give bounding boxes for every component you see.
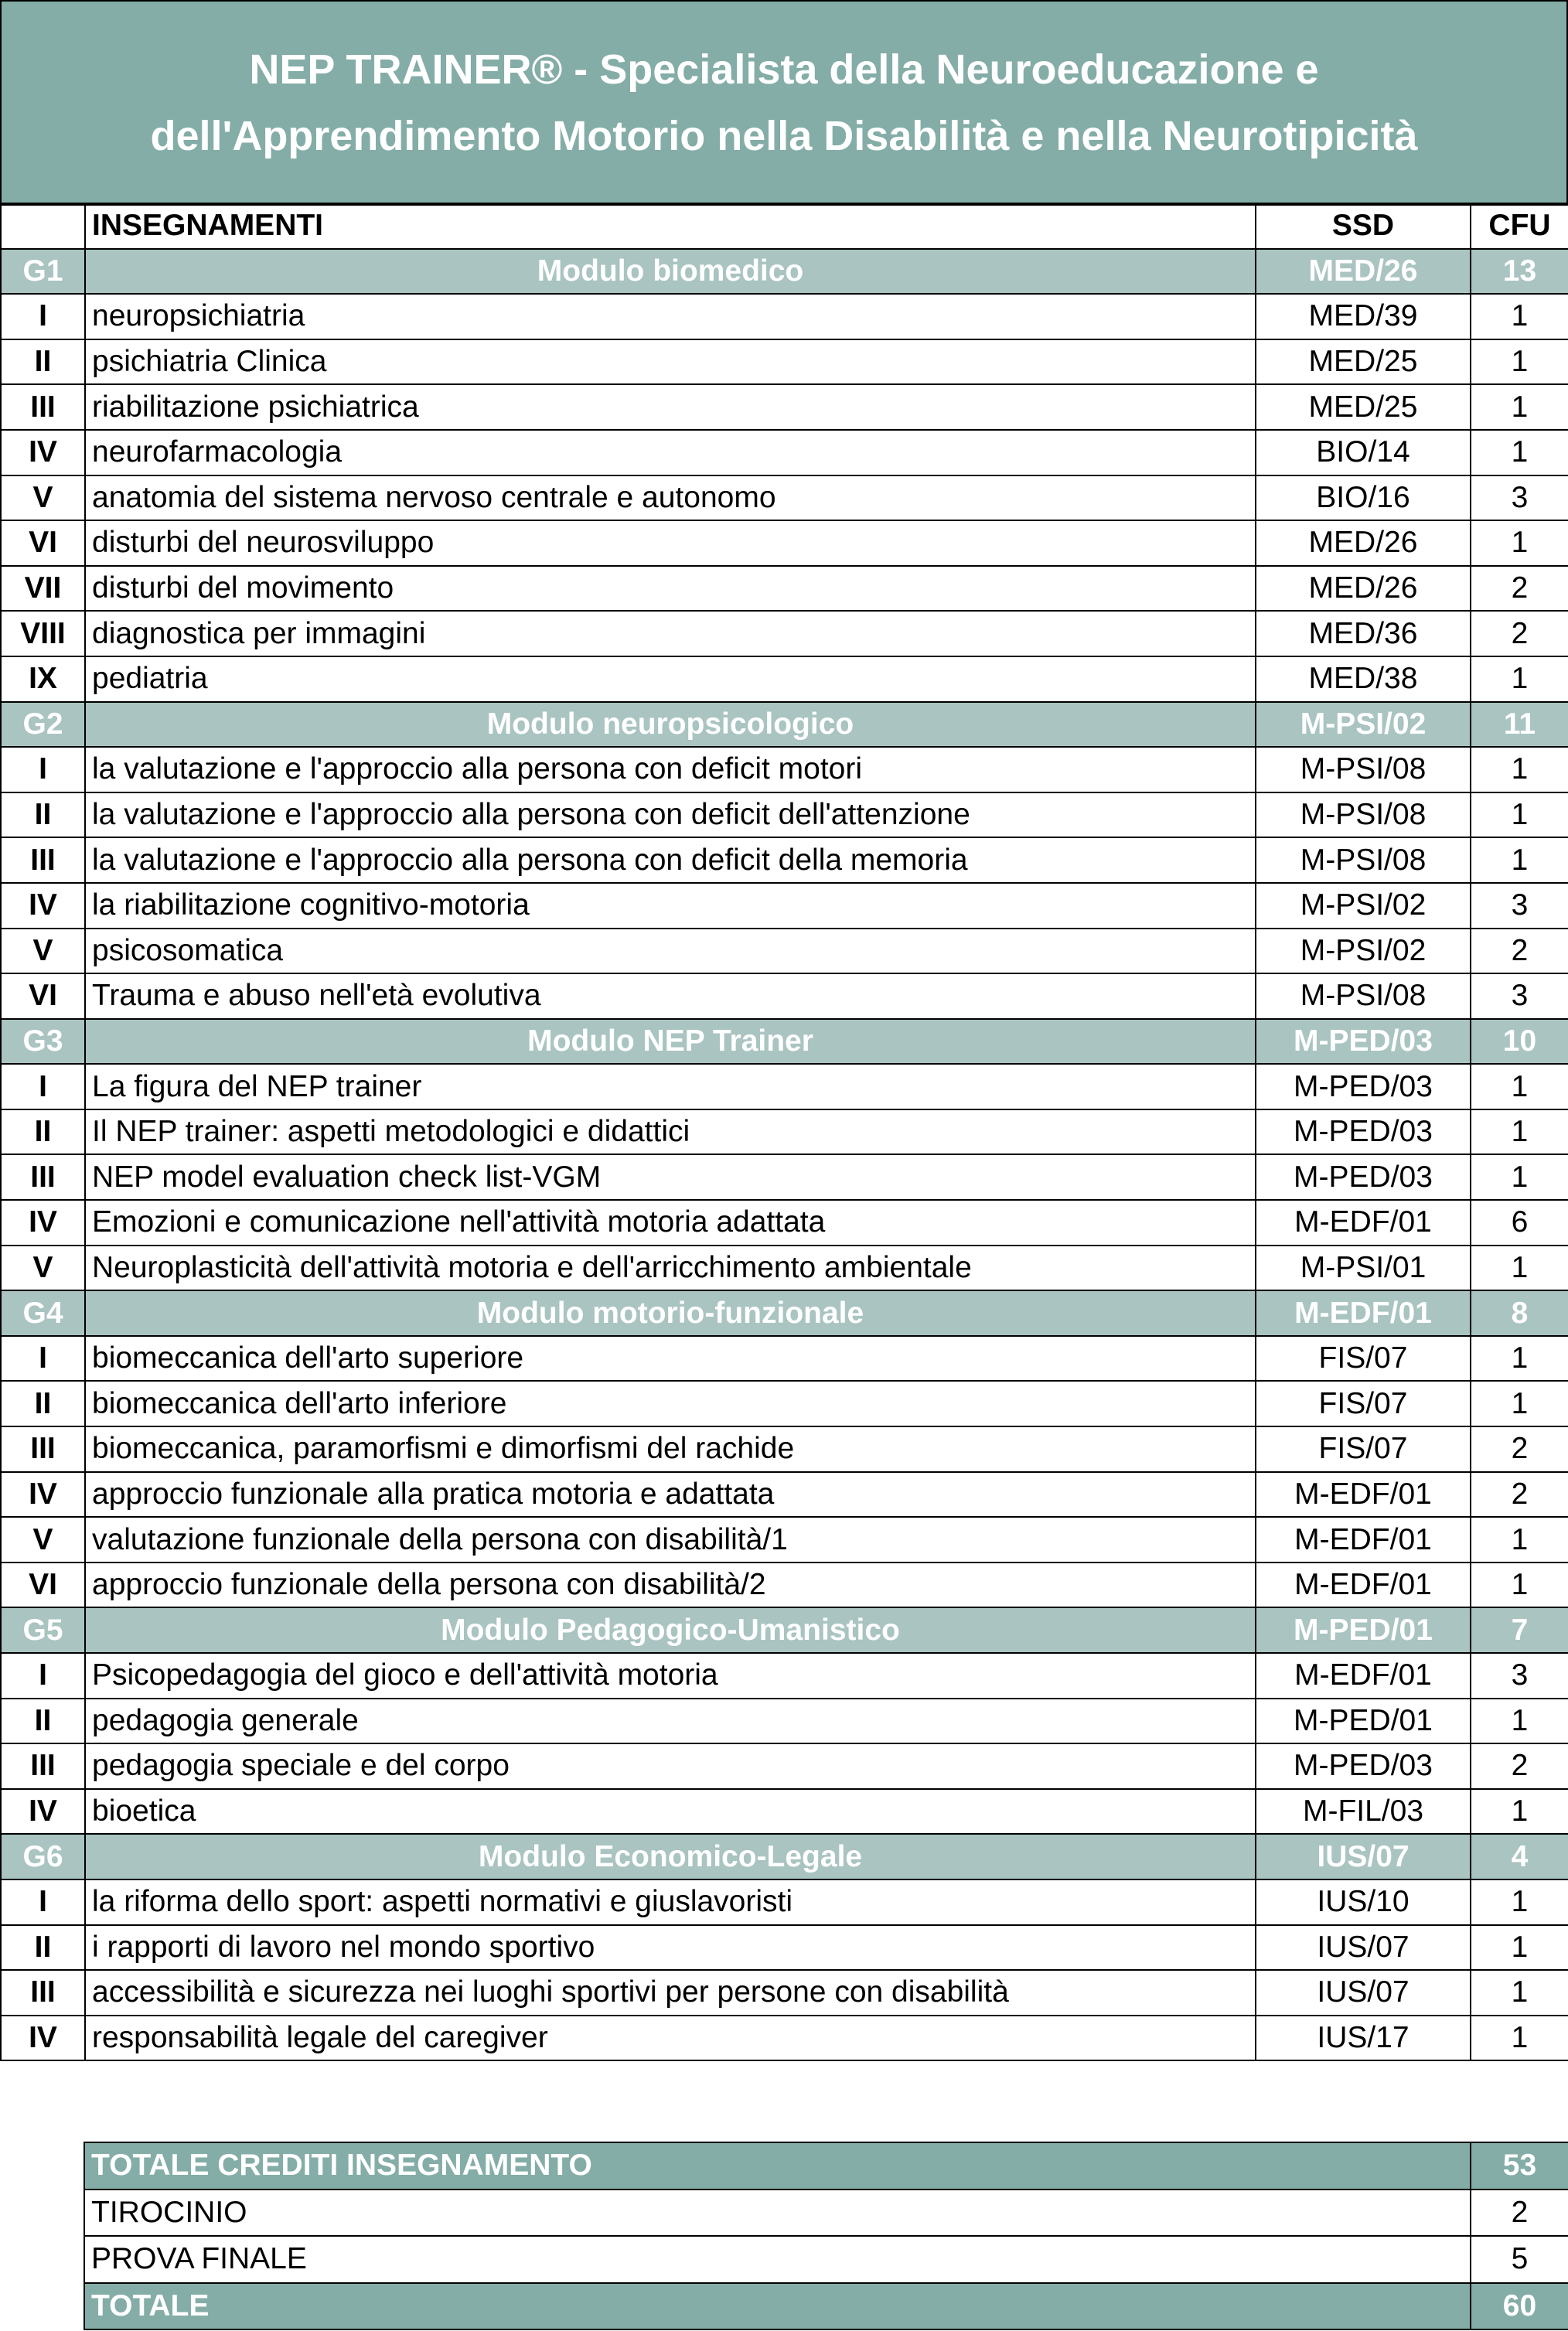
course-number: V	[1, 475, 85, 521]
course-row	[1, 1925, 1568, 1971]
module-cfu: 7	[1471, 1607, 1568, 1653]
course-ssd: M-EDF/01	[1256, 1653, 1471, 1699]
course-cfu: 1	[1471, 837, 1568, 883]
course-row	[1, 520, 1568, 566]
module-header-row	[1, 1834, 1568, 1879]
course-row	[1, 430, 1568, 475]
module-ssd: M-PED/03	[1256, 1019, 1471, 1065]
course-name: disturbi del neurosviluppo	[85, 520, 1256, 566]
course-cfu: 1	[1471, 1699, 1568, 1744]
module-header-row	[1, 1290, 1568, 1336]
course-ssd: M-PED/03	[1256, 1743, 1471, 1789]
course-cfu: 2	[1471, 1472, 1568, 1518]
course-row	[1, 475, 1568, 521]
course-row	[1, 1743, 1568, 1789]
course-cfu: 1	[1471, 1789, 1568, 1835]
courses-table	[0, 203, 1568, 2061]
module-header-row	[1, 702, 1568, 748]
course-number: III	[1, 1154, 85, 1200]
course-cfu: 6	[1471, 1200, 1568, 1246]
column-header-insegnamenti: INSEGNAMENTI	[85, 203, 1256, 249]
course-row	[1, 747, 1568, 792]
course-name: biomeccanica, paramorfismi e dimorfismi del rachide	[85, 1426, 1256, 1472]
course-cfu: 1	[1471, 1064, 1568, 1109]
course-row	[1, 973, 1568, 1019]
course-name: biomeccanica dell'arto inferiore	[85, 1381, 1256, 1426]
module-header-row	[1, 249, 1568, 295]
course-number: V	[1, 929, 85, 974]
totals-row	[84, 2190, 1568, 2237]
course-name: pedagogia generale	[85, 1699, 1256, 1744]
course-cfu: 1	[1471, 2016, 1568, 2061]
course-cfu: 3	[1471, 1653, 1568, 1699]
module-cfu: 13	[1471, 249, 1568, 295]
module-cfu: 10	[1471, 1019, 1568, 1065]
course-cfu: 1	[1471, 1154, 1568, 1200]
course-row	[1, 1653, 1568, 1699]
totals-value: 5	[1471, 2236, 1568, 2283]
course-ssd: M-PED/01	[1256, 1699, 1471, 1744]
course-row	[1, 1426, 1568, 1472]
course-number: III	[1, 1426, 85, 1472]
course-row	[1, 1200, 1568, 1246]
course-ssd: M-PED/03	[1256, 1064, 1471, 1109]
totals-row	[84, 2283, 1568, 2330]
totals-value: 60	[1471, 2283, 1568, 2330]
course-cfu: 1	[1471, 656, 1568, 702]
course-ssd: MED/25	[1256, 339, 1471, 385]
course-ssd: M-PED/03	[1256, 1109, 1471, 1155]
totals-label: TIROCINIO	[84, 2190, 1471, 2237]
course-cfu: 1	[1471, 1517, 1568, 1563]
course-number: I	[1, 294, 85, 339]
totals-table-body	[84, 2142, 1568, 2329]
module-ssd: M-PED/01	[1256, 1607, 1471, 1653]
totals-label: TOTALE CREDITI INSEGNAMENTO	[84, 2142, 1471, 2190]
course-row	[1, 1970, 1568, 2016]
course-row	[1, 1879, 1568, 1925]
course-name: Psicopedagogia del gioco e dell'attività motoria	[85, 1653, 1256, 1699]
course-cfu: 1	[1471, 792, 1568, 838]
course-number: I	[1, 1336, 85, 1382]
course-ssd: M-EDF/01	[1256, 1472, 1471, 1518]
course-name: neurofarmacologia	[85, 430, 1256, 475]
title-line-1: NEP TRAINER® - Specialista della Neuroeducazione e	[249, 46, 1319, 93]
course-name: biomeccanica dell'arto superiore	[85, 1336, 1256, 1382]
course-row	[1, 1154, 1568, 1200]
course-ssd: MED/26	[1256, 520, 1471, 566]
column-header-cfu: CFU	[1471, 203, 1568, 249]
totals-label: TOTALE	[84, 2283, 1471, 2330]
course-ssd: M-PED/03	[1256, 1154, 1471, 1200]
totals-value: 2	[1471, 2190, 1568, 2237]
course-name: valutazione funzionale della persona con disabilità/1	[85, 1517, 1256, 1563]
course-cfu: 3	[1471, 883, 1568, 929]
course-number: IV	[1, 883, 85, 929]
course-ssd: IUS/07	[1256, 1925, 1471, 1971]
course-cfu: 2	[1471, 1743, 1568, 1789]
course-name: la valutazione e l'approccio alla persona con deficit della memoria	[85, 837, 1256, 883]
course-ssd: M-PSI/08	[1256, 837, 1471, 883]
course-number: V	[1, 1517, 85, 1563]
course-cfu: 1	[1471, 294, 1568, 339]
totals-row	[84, 2236, 1568, 2283]
module-code: G2	[1, 702, 85, 748]
course-row	[1, 339, 1568, 385]
module-code: G3	[1, 1019, 85, 1065]
course-row	[1, 1472, 1568, 1518]
module-name: Modulo Pedagogico-Umanistico	[85, 1607, 1256, 1653]
course-name: disturbi del movimento	[85, 566, 1256, 612]
course-ssd: FIS/07	[1256, 1381, 1471, 1426]
course-ssd: FIS/07	[1256, 1426, 1471, 1472]
module-ssd: M-PSI/02	[1256, 702, 1471, 748]
course-name: Emozioni e comunicazione nell'attività motoria adattata	[85, 1200, 1256, 1246]
course-cfu: 1	[1471, 1381, 1568, 1426]
course-name: responsabilità legale del caregiver	[85, 2016, 1256, 2061]
course-name: Neuroplasticità dell'attività motoria e dell'arricchimento ambientale	[85, 1246, 1256, 1291]
course-row	[1, 1699, 1568, 1744]
page-title	[0, 0, 1568, 206]
course-number: II	[1, 1925, 85, 1971]
course-name: Il NEP trainer: aspetti metodologici e didattici	[85, 1109, 1256, 1155]
course-number: IV	[1, 1789, 85, 1835]
course-row	[1, 837, 1568, 883]
course-ssd: IUS/10	[1256, 1879, 1471, 1925]
totals-table	[84, 2142, 1568, 2330]
column-header-ssd: SSD	[1256, 203, 1471, 249]
course-cfu: 1	[1471, 384, 1568, 430]
course-name: riabilitazione psichiatrica	[85, 384, 1256, 430]
course-ssd: IUS/07	[1256, 1970, 1471, 2016]
course-ssd: M-EDF/01	[1256, 1200, 1471, 1246]
course-cfu: 1	[1471, 430, 1568, 475]
module-name: Modulo biomedico	[85, 249, 1256, 295]
course-name: pediatria	[85, 656, 1256, 702]
course-ssd: M-PSI/08	[1256, 747, 1471, 792]
module-code: G4	[1, 1290, 85, 1336]
course-cfu: 2	[1471, 611, 1568, 656]
module-ssd: IUS/07	[1256, 1834, 1471, 1879]
course-number: VII	[1, 566, 85, 612]
module-name: Modulo neuropsicologico	[85, 702, 1256, 748]
course-number: III	[1, 1743, 85, 1789]
course-ssd: MED/26	[1256, 566, 1471, 612]
module-code: G6	[1, 1834, 85, 1879]
column-header-row	[1, 203, 1568, 249]
course-name: anatomia del sistema nervoso centrale e autonomo	[85, 475, 1256, 521]
course-row	[1, 929, 1568, 974]
course-number: II	[1, 1381, 85, 1426]
module-cfu: 11	[1471, 702, 1568, 748]
module-code: G1	[1, 249, 85, 295]
totals-row	[84, 2142, 1568, 2190]
course-name: La figura del NEP trainer	[85, 1064, 1256, 1109]
course-ssd: BIO/16	[1256, 475, 1471, 521]
course-cfu: 1	[1471, 1109, 1568, 1155]
course-name: la valutazione e l'approccio alla persona con deficit dell'attenzione	[85, 792, 1256, 838]
course-number: I	[1, 1064, 85, 1109]
course-ssd: M-PSI/02	[1256, 883, 1471, 929]
course-number: II	[1, 1699, 85, 1744]
course-number: III	[1, 1970, 85, 2016]
course-number: IV	[1, 1472, 85, 1518]
course-cfu: 1	[1471, 339, 1568, 385]
course-name: approccio funzionale alla pratica motoria e adattata	[85, 1472, 1256, 1518]
course-number: VIII	[1, 611, 85, 656]
course-cfu: 1	[1471, 1246, 1568, 1291]
course-number: IV	[1, 430, 85, 475]
course-number: VI	[1, 520, 85, 566]
totals-label: PROVA FINALE	[84, 2236, 1471, 2283]
course-row	[1, 792, 1568, 838]
column-header-num	[1, 203, 85, 249]
course-ssd: MED/36	[1256, 611, 1471, 656]
course-row	[1, 384, 1568, 430]
course-ssd: M-PSI/02	[1256, 929, 1471, 974]
course-ssd: MED/38	[1256, 656, 1471, 702]
course-name: i rapporti di lavoro nel mondo sportivo	[85, 1925, 1256, 1971]
course-ssd: M-PSI/01	[1256, 1246, 1471, 1291]
title-line-2: dell'Apprendimento Motorio nella Disabilità e nella Neurotipicità	[150, 113, 1418, 159]
module-name: Modulo NEP Trainer	[85, 1019, 1256, 1065]
course-cfu: 1	[1471, 1925, 1568, 1971]
totals-value: 53	[1471, 2142, 1568, 2190]
course-number: VI	[1, 973, 85, 1019]
course-row	[1, 1109, 1568, 1155]
course-name: pedagogia speciale e del corpo	[85, 1743, 1256, 1789]
course-ssd: M-EDF/01	[1256, 1517, 1471, 1563]
course-row	[1, 611, 1568, 656]
course-ssd: M-PSI/08	[1256, 792, 1471, 838]
course-name: la riabilitazione cognitivo-motoria	[85, 883, 1256, 929]
course-ssd: M-PSI/08	[1256, 973, 1471, 1019]
course-name: diagnostica per immagini	[85, 611, 1256, 656]
course-number: I	[1, 1879, 85, 1925]
module-ssd: M-EDF/01	[1256, 1290, 1471, 1336]
module-code: G5	[1, 1607, 85, 1653]
course-name: Trauma e abuso nell'età evolutiva	[85, 973, 1256, 1019]
course-cfu: 1	[1471, 1563, 1568, 1608]
course-cfu: 1	[1471, 1970, 1568, 2016]
course-ssd: MED/39	[1256, 294, 1471, 339]
course-name: la riforma dello sport: aspetti normativi e giuslavoristi	[85, 1879, 1256, 1925]
module-cfu: 8	[1471, 1290, 1568, 1336]
course-name: bioetica	[85, 1789, 1256, 1835]
course-ssd: MED/25	[1256, 384, 1471, 430]
course-number: I	[1, 747, 85, 792]
course-number: IV	[1, 1200, 85, 1246]
course-cfu: 1	[1471, 1336, 1568, 1382]
course-ssd: FIS/07	[1256, 1336, 1471, 1382]
course-name: psicosomatica	[85, 929, 1256, 974]
course-number: II	[1, 339, 85, 385]
course-name: neuropsichiatria	[85, 294, 1256, 339]
course-row	[1, 1064, 1568, 1109]
course-name: accessibilità e sicurezza nei luoghi sportivi per persone con disabilità	[85, 1970, 1256, 2016]
course-row	[1, 294, 1568, 339]
course-name: approccio funzionale della persona con disabilità/2	[85, 1563, 1256, 1608]
course-number: III	[1, 837, 85, 883]
module-ssd: MED/26	[1256, 249, 1471, 295]
course-row	[1, 566, 1568, 612]
course-cfu: 1	[1471, 747, 1568, 792]
course-number: VI	[1, 1563, 85, 1608]
course-row	[1, 1789, 1568, 1835]
course-cfu: 2	[1471, 1426, 1568, 1472]
course-number: III	[1, 384, 85, 430]
course-cfu: 2	[1471, 566, 1568, 612]
course-name: psichiatria Clinica	[85, 339, 1256, 385]
course-ssd: IUS/17	[1256, 2016, 1471, 2061]
course-ssd: BIO/14	[1256, 430, 1471, 475]
course-number: I	[1, 1653, 85, 1699]
courses-table-body	[1, 203, 1568, 2060]
course-cfu: 3	[1471, 973, 1568, 1019]
course-row	[1, 1563, 1568, 1608]
course-cfu: 1	[1471, 520, 1568, 566]
course-name: NEP model evaluation check list-VGM	[85, 1154, 1256, 1200]
course-number: II	[1, 792, 85, 838]
course-name: la valutazione e l'approccio alla persona con deficit motori	[85, 747, 1256, 792]
course-row	[1, 656, 1568, 702]
course-number: II	[1, 1109, 85, 1155]
module-name: Modulo Economico-Legale	[85, 1834, 1256, 1879]
course-ssd: M-FIL/03	[1256, 1789, 1471, 1835]
course-row	[1, 1517, 1568, 1563]
course-cfu: 2	[1471, 929, 1568, 974]
course-cfu: 3	[1471, 475, 1568, 521]
course-row	[1, 1246, 1568, 1291]
course-row	[1, 1381, 1568, 1426]
course-number: IX	[1, 656, 85, 702]
course-number: IV	[1, 2016, 85, 2061]
module-header-row	[1, 1607, 1568, 1653]
course-row	[1, 1336, 1568, 1382]
module-name: Modulo motorio-funzionale	[85, 1290, 1256, 1336]
course-number: V	[1, 1246, 85, 1291]
module-cfu: 4	[1471, 1834, 1568, 1879]
course-cfu: 1	[1471, 1879, 1568, 1925]
module-header-row	[1, 1019, 1568, 1065]
course-row	[1, 883, 1568, 929]
course-ssd: M-EDF/01	[1256, 1563, 1471, 1608]
course-row	[1, 2016, 1568, 2061]
